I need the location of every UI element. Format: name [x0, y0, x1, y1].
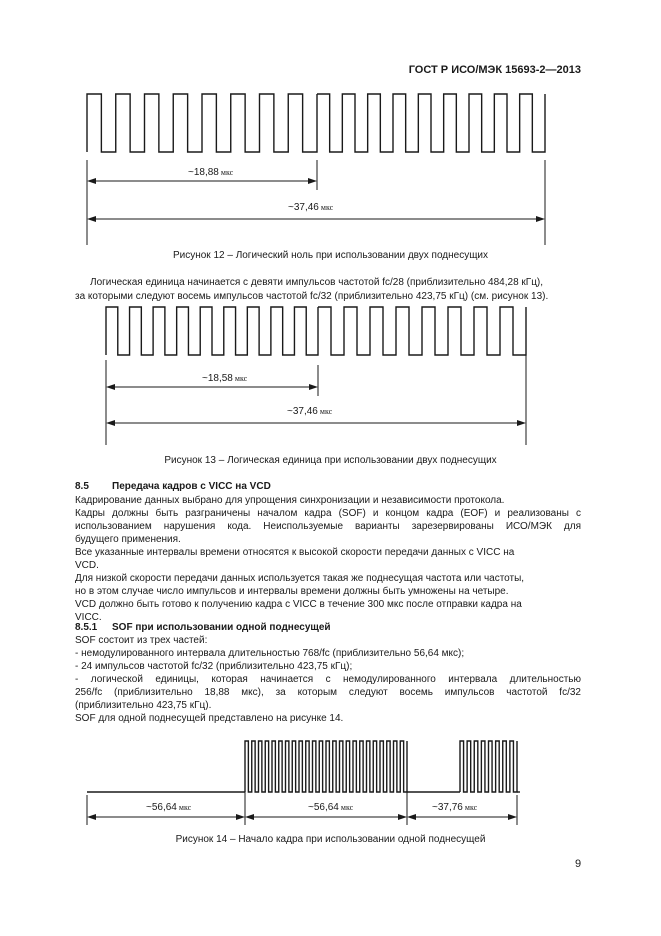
logic-one-paragraph-line-2: за которыми следуют восемь импульсов частотой fc/32 (приблизительно 423,75 кГц) (см. рисунок 13). [75, 291, 549, 302]
section-8-5-1-title: SOF при использовании одной поднесущей [112, 622, 331, 633]
figure-14-pulses-8 [460, 741, 517, 792]
figure-14-caption: Рисунок 14 – Начало кадра при использовании одной поднесущей [175, 834, 486, 845]
section-8-5-1-item-3-line-1: - логической единицы, которая начинается с немодулированного интервала длительностью [75, 674, 581, 685]
figure-12-waveform [87, 94, 545, 152]
section-8-5-1-number: 8.5.1 [75, 622, 98, 633]
section-8-5-p4-line-1: Для низкой скорости передачи данных используется такая же поднесущая частота или частоты, [75, 573, 525, 584]
logic-one-paragraph-line-1: Логическая единица начинается с девяти импульсов частотой fc/28 (приблизительно 484,28 кГц), [90, 277, 544, 288]
figure-13-pulses-fc32 [318, 307, 526, 355]
figure-12-pulses-fc28 [317, 94, 545, 152]
page-number: 9 [575, 858, 582, 870]
figure-13-dimensions [106, 355, 526, 445]
section-8-5-number: 8.5 [75, 481, 89, 492]
figure-13-caption: Рисунок 13 – Логическая единица при использовании двух поднесущих [164, 455, 497, 466]
section-8-5-p3-line-2: VCD. [75, 560, 99, 571]
section-8-5-p3-line-1: Все указанные интервалы времени относятся к высокой скорости передачи данных с VICC на [75, 547, 515, 558]
section-8-5-title: Передача кадров с VICC на VCD [112, 481, 271, 492]
section-8-5-1-closing: SOF для одной поднесущей представлено на рисунке 14. [75, 713, 344, 724]
figure-14-label-2: ~56,64 мкс [308, 802, 354, 813]
figure-12-short-label: ~18,88 мкс [188, 167, 234, 178]
section-8-5-p2-line-1: Кадры должны быть разграничены началом кадра (SOF) и концом кадра (EOF) и реализованы с [75, 508, 581, 519]
section-8-5-p1: Кадрирование данных выбрано для упрощения синхронизации и независимости протокола. [75, 495, 505, 506]
figure-12-pulses-fc32 [87, 94, 317, 152]
section-8-5-p5-line-1: VCD должно быть готово к получению кадра с VICC в течение 300 мкс после отправки кадра на [75, 599, 522, 610]
section-8-5-p2-line-2: использованием нарушения кода. Неиспользуемые варианты зарезервированы ИСО/МЭК для [75, 521, 581, 532]
section-8-5-p4-line-2: но в этом случае число импульсов и интервалы времени должны быть умножены на четыре. [75, 586, 509, 597]
figure-13-short-label: ~18,58 мкс [202, 373, 248, 384]
figure-13-waveform [106, 307, 526, 355]
section-8-5-1-item-2: - 24 импульсов частотой fc/32 (приблизительно 423,75 кГц); [75, 661, 353, 672]
figure-13-long-label: ~37,46 мкс [287, 406, 333, 417]
figure-12-caption: Рисунок 12 – Логический ноль при использовании двух поднесущих [172, 250, 489, 261]
figure-14-label-1: ~56,64 мкс [146, 802, 192, 813]
document-header: ГОСТ Р ИСО/МЭК 15693-2—2013 [408, 64, 581, 76]
section-8-5-p5-line-2: VICC. [75, 612, 102, 623]
section-8-5-1-item-3-line-2: 256/fc (приблизительно 18,88 мкс), за которым следуют восемь импульсов частотой fc/32 [75, 687, 581, 698]
section-8-5-1-item-3-line-3: (приблизительно 423,75 кГц). [75, 700, 212, 711]
figure-14-pulses-24 [245, 741, 407, 792]
figure-12-long-label: ~37,46 мкс [288, 202, 334, 213]
section-8-5-p2-line-3: будущего применения. [75, 534, 181, 545]
section-8-5-1-item-1: - немодулированного интервала длительностью 768/fc (приблизительно 56,64 мкс); [75, 648, 465, 659]
figure-14-waveform [87, 741, 520, 792]
figure-14-label-3: ~37,76 мкс [432, 802, 478, 813]
figure-13-pulses-fc28 [106, 307, 318, 355]
section-8-5-1-intro: SOF состоит из трех частей: [75, 635, 208, 646]
